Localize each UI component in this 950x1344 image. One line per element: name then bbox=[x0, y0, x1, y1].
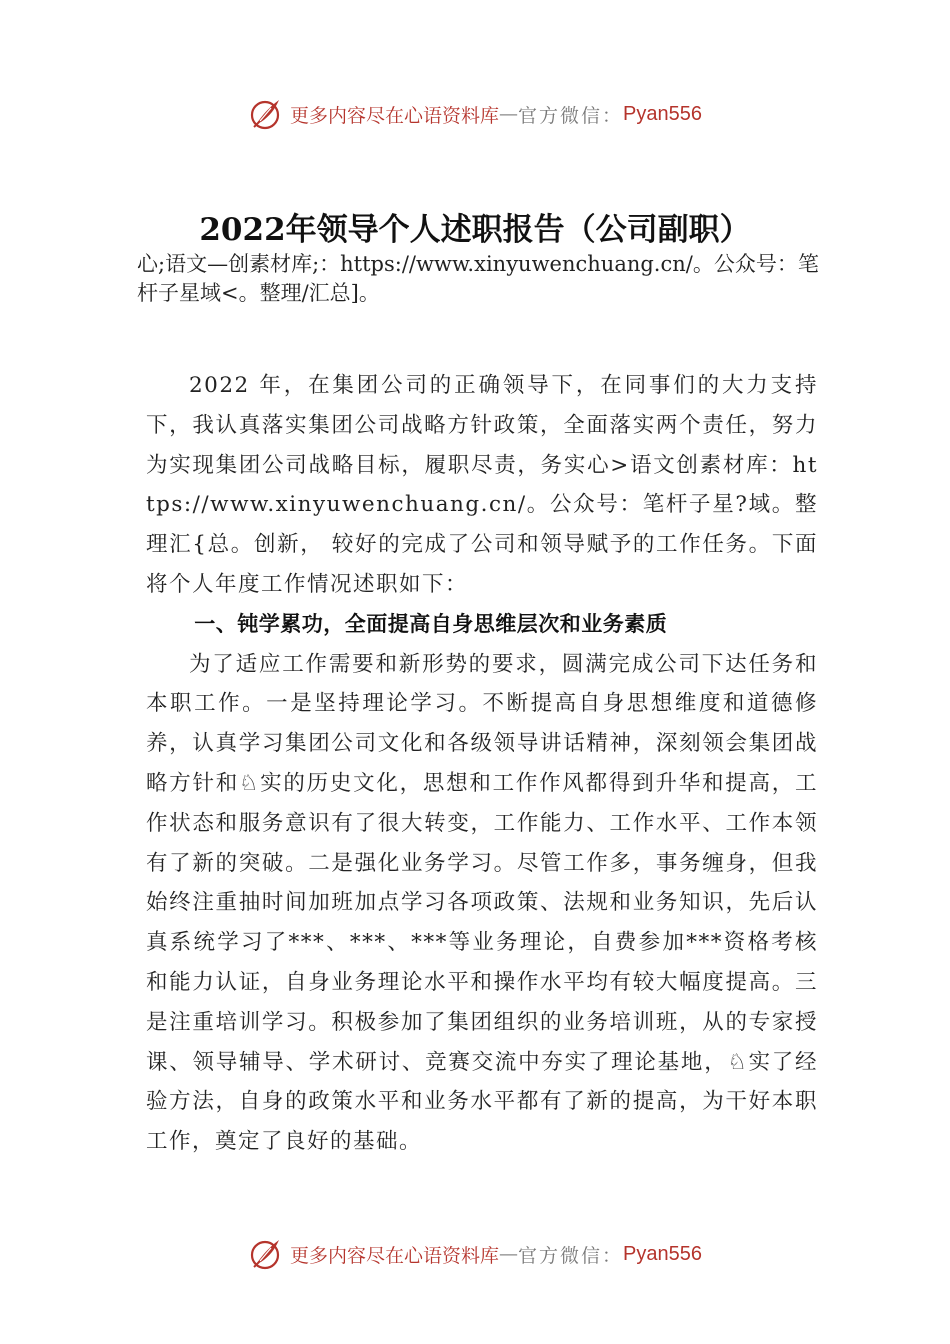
banner-separator: — bbox=[499, 103, 519, 125]
intro-paragraph: 2022 年，在集团公司的正确领导下，在同事们的大力支持下，我认真落实集团公司战略方针政策，全面落实两个责任，努力为实现集团公司战略目标，履职尽责，务实心>语文创素材库：https://www.xinyuwenchuang.cn/。公众号：笔杆子星?域。整理汇{总。创新， 较好的完成了公司和领导赋予的工作任务。下面将个人年度工作情况述职如下： bbox=[146, 373, 818, 597]
quill-pen-icon bbox=[248, 1236, 284, 1272]
banner-brand-text: 更多内容尽在心语资料库 bbox=[290, 1244, 500, 1267]
section-heading: 一、钝学累功，全面提高自身思维层次和业务素质 bbox=[194, 611, 668, 636]
document-body bbox=[146, 366, 818, 1162]
banner-separator: — bbox=[499, 1243, 519, 1265]
banner-wechat-id: Pyan556 bbox=[623, 1242, 702, 1265]
section-paragraph: 为了适应工作需要和新形势的要求，圆满完成公司下达任务和本职工作。一是坚持理论学习。不断提高自身思想维度和道德修养，认真学习集团公司文化和各级领导讲话精神，深刻领会集团战略方针和♘实的历史文化，思想和工作作风都得到升华和提高，工作状态和服务意识有了很大转变，工作能力、工作水平、工作本领有了新的突破。二是强化业务学习。尽管工作多，事务缠身，但我始终注重抽时间加班加点学习各项政策、法规和业务知识，先后认真系统学习了***、***、***等业务理论，自费参加***资格考核和能力认证，自身业务理论水平和操作水平均有较大幅度提高。三是注重培训学习。积极参加了集团组织的业务培训班，从的专家授课、领导辅导、学术研讨、竞赛交流中夯实了理论基地，♘实了经验方法，自身的政策水平和业务水平都有了新的提高，为干好本职工作，奠定了良好的基础。 bbox=[146, 651, 818, 1155]
footer-banner bbox=[0, 1232, 950, 1276]
banner-wechat-id: Pyan556 bbox=[623, 102, 702, 125]
source-note: 心;语文—创素材库;：https://www.xinyuwenchuang.cn/。公众号：笔杆子星域<。整理/汇总]。 bbox=[137, 252, 819, 305]
banner-official-label: 官方微信： bbox=[518, 1244, 624, 1267]
header-banner bbox=[0, 92, 950, 136]
banner-official-label: 官方微信： bbox=[518, 104, 624, 127]
quill-pen-icon bbox=[248, 96, 284, 132]
banner-brand-text: 更多内容尽在心语资料库 bbox=[290, 104, 500, 127]
document-title: 2022年领导个人述职报告（公司副职） bbox=[199, 212, 751, 248]
